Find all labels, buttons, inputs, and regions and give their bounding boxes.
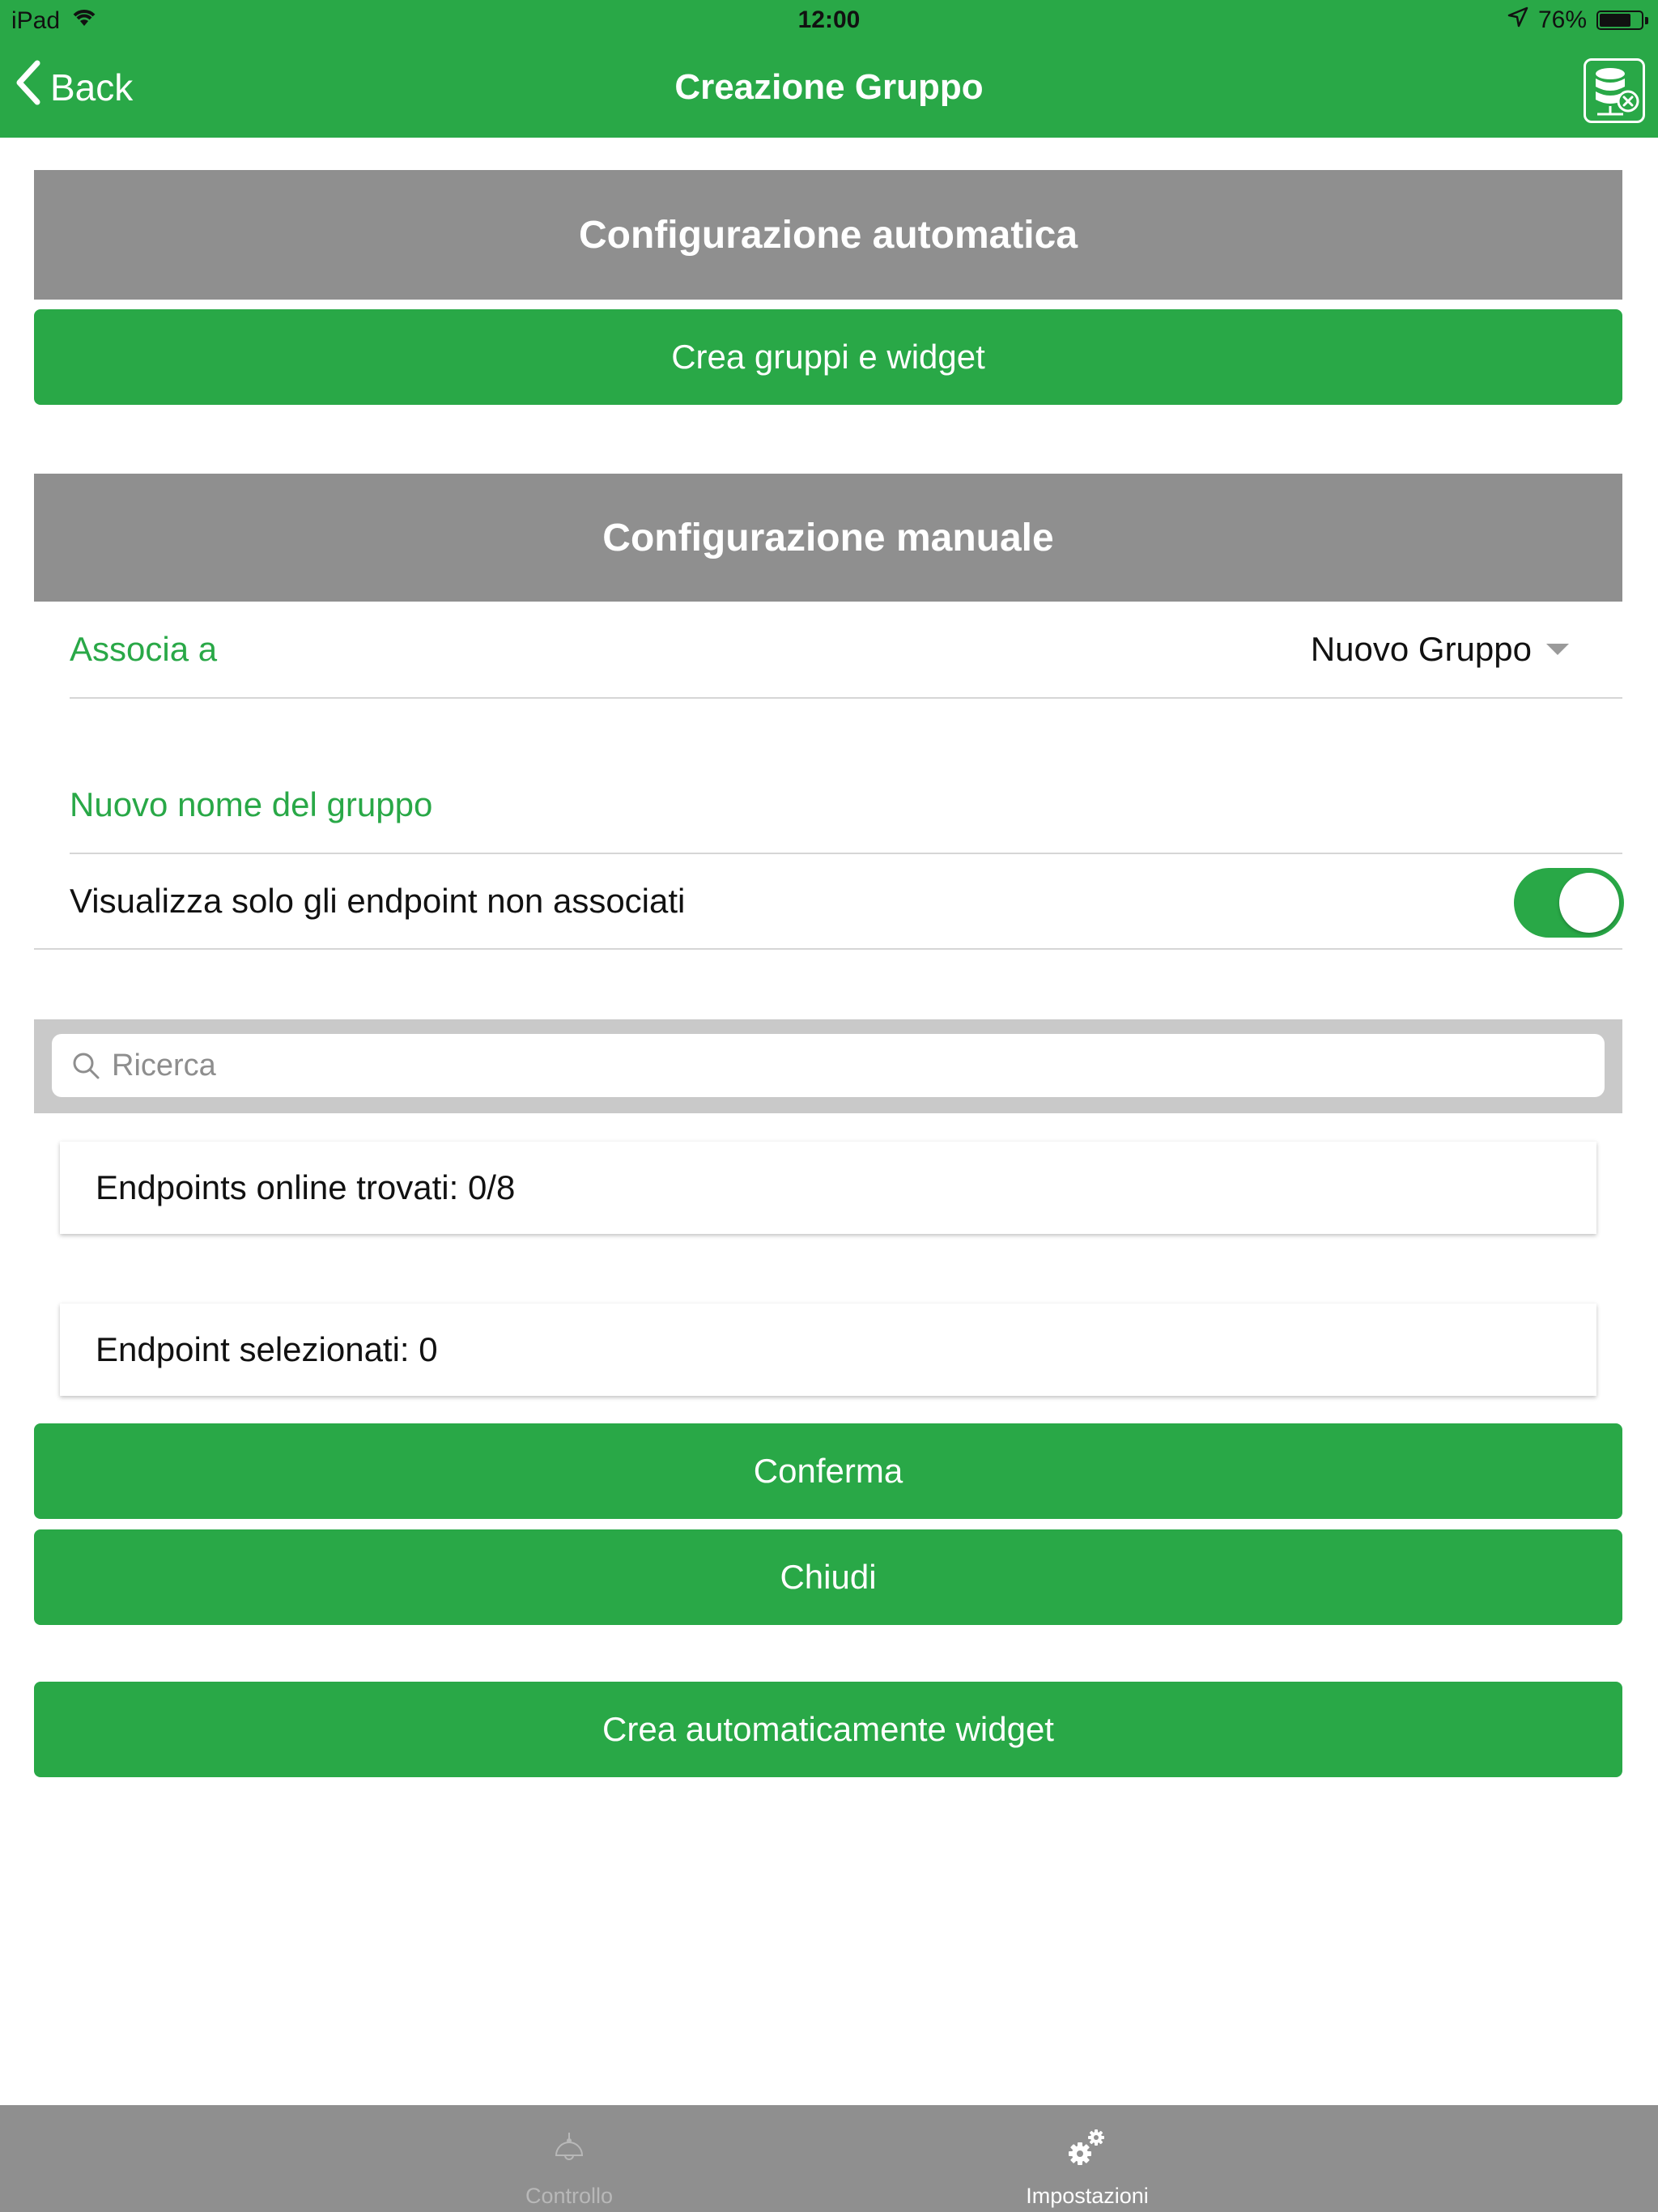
associate-value: Nuovo Gruppo <box>1310 630 1532 668</box>
auto-config-header: Configurazione automatica <box>34 170 1622 300</box>
search-placeholder: Ricerca <box>112 1048 216 1083</box>
divider <box>34 948 1622 950</box>
tab-bar <box>0 2105 1658 2212</box>
search-input[interactable] <box>52 1034 1605 1097</box>
search-icon <box>71 1051 100 1080</box>
device-name: iPad <box>11 7 61 34</box>
search-bar <box>34 1019 1622 1113</box>
battery-icon <box>1596 11 1643 30</box>
divider <box>70 697 1622 699</box>
group-name-placeholder: Nuovo nome del gruppo <box>70 785 433 823</box>
tab-label-controllo: Controllo <box>525 2184 614 2208</box>
tab-controllo[interactable] <box>407 2105 731 2212</box>
group-name-field[interactable] <box>70 757 1622 853</box>
online-endpoints-card <box>60 1142 1596 1234</box>
status-right <box>1507 6 1643 34</box>
close-button[interactable]: Chiudi <box>34 1529 1622 1625</box>
lamp-icon <box>551 2129 587 2172</box>
auto-create-widget-button[interactable]: Crea automaticamente widget <box>34 1682 1622 1777</box>
associate-label: Associa a <box>70 630 218 668</box>
back-label: Back <box>50 66 134 108</box>
manual-config-header: Configurazione manuale <box>34 474 1622 602</box>
location-icon <box>1507 6 1528 34</box>
gears-icon <box>1065 2126 1109 2172</box>
selected-endpoints-text: Endpoint selezionati: 0 <box>96 1330 438 1368</box>
confirm-button[interactable]: Conferma <box>34 1423 1622 1519</box>
online-endpoints-text: Endpoints online trovati: 0/8 <box>96 1168 516 1206</box>
navigation-bar <box>0 40 1658 138</box>
battery-fill <box>1600 14 1630 27</box>
page-title: Creazione Gruppo <box>674 67 984 107</box>
database-disconnect-button[interactable] <box>1584 58 1645 123</box>
associate-row[interactable] <box>70 602 1622 697</box>
tab-label-impostazioni: Impostazioni <box>1026 2184 1149 2208</box>
create-groups-widgets-button[interactable]: Crea gruppi e widget <box>34 309 1622 405</box>
selected-endpoints-card <box>60 1304 1596 1396</box>
status-time: 12:00 <box>797 6 861 33</box>
battery-percent: 76% <box>1537 6 1587 33</box>
caret-down-icon <box>1546 644 1569 655</box>
toggle-row <box>70 854 1622 948</box>
unassigned-only-toggle[interactable] <box>1514 868 1624 938</box>
status-bar <box>0 0 1658 40</box>
tab-impostazioni[interactable] <box>925 2105 1249 2212</box>
toggle-label: Visualizza solo gli endpoint non associati <box>70 882 686 920</box>
toggle-knob <box>1559 873 1619 933</box>
associate-select[interactable] <box>1311 602 1569 697</box>
